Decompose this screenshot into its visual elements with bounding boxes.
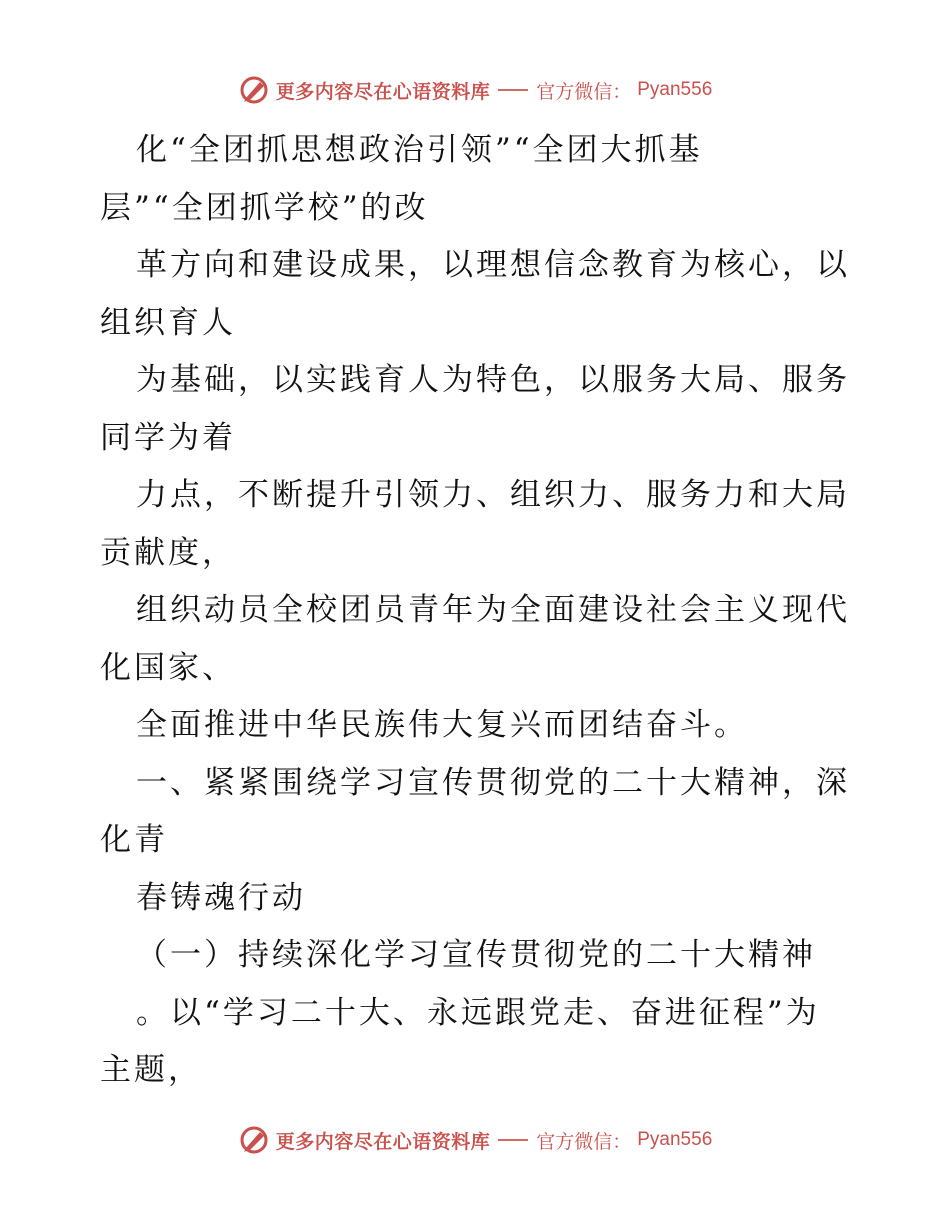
document-body [100, 122, 860, 1100]
section-heading-1: 一、紧紧围绕学习宣传贯彻党的二十大精神，深 [136, 764, 850, 801]
footer-watermark-banner [0, 1120, 950, 1160]
header-wechat-label: 官方微信： [536, 80, 632, 103]
body-line-7: 力点，不断提升引领力、组织力、服务力和大局 [136, 477, 850, 513]
header-brand-text: 更多内容尽在心语资料库 [275, 80, 491, 103]
pen-logo-icon [238, 74, 270, 106]
header-wechat-id: Pyan556 [637, 79, 713, 100]
body-line-8: 贡献度， [100, 534, 236, 571]
footer-dash-divider [498, 1139, 528, 1141]
body-line-6: 同学为着 [100, 419, 236, 456]
header-dash-divider [498, 89, 528, 91]
pen-logo-icon [238, 1124, 270, 1156]
body-line-10: 化国家、 [100, 649, 236, 686]
body-line-14: 春铸魂行动 [136, 879, 306, 916]
footer-brand-text: 更多内容尽在心语资料库 [275, 1130, 491, 1153]
header-watermark-banner [0, 70, 950, 110]
header-banner-group [238, 74, 713, 106]
body-line-9: 组织动员全校团员青年为全面建设社会主义现代 [136, 592, 850, 628]
body-line-16: 。以“学习二十大、永远跟党走、奋进征程”为 [136, 994, 820, 1031]
body-line-1: 化“全团抓思想政治引领”“全团大抓基 [136, 132, 703, 168]
body-line-17: 主题， [100, 1052, 202, 1088]
body-line-3: 革方向和建设成果，以理想信念教育为核心，以 [136, 247, 850, 283]
body-line-13: 化青 [100, 822, 168, 858]
body-line-11: 全面推进中华民族伟大复兴而团结奋斗。 [136, 707, 748, 743]
body-line-4: 组织育人 [100, 304, 236, 341]
body-line-5: 为基础，以实践育人为特色，以服务大局、服务 [136, 362, 850, 398]
body-line-2: 层”“全团抓学校”的改 [100, 189, 429, 226]
footer-banner-group [238, 1124, 713, 1156]
footer-wechat-id: Pyan556 [637, 1129, 713, 1150]
footer-wechat-label: 官方微信： [536, 1130, 632, 1153]
subsection-heading-1: （一）持续深化学习宣传贯彻党的二十大精神 [136, 937, 816, 973]
